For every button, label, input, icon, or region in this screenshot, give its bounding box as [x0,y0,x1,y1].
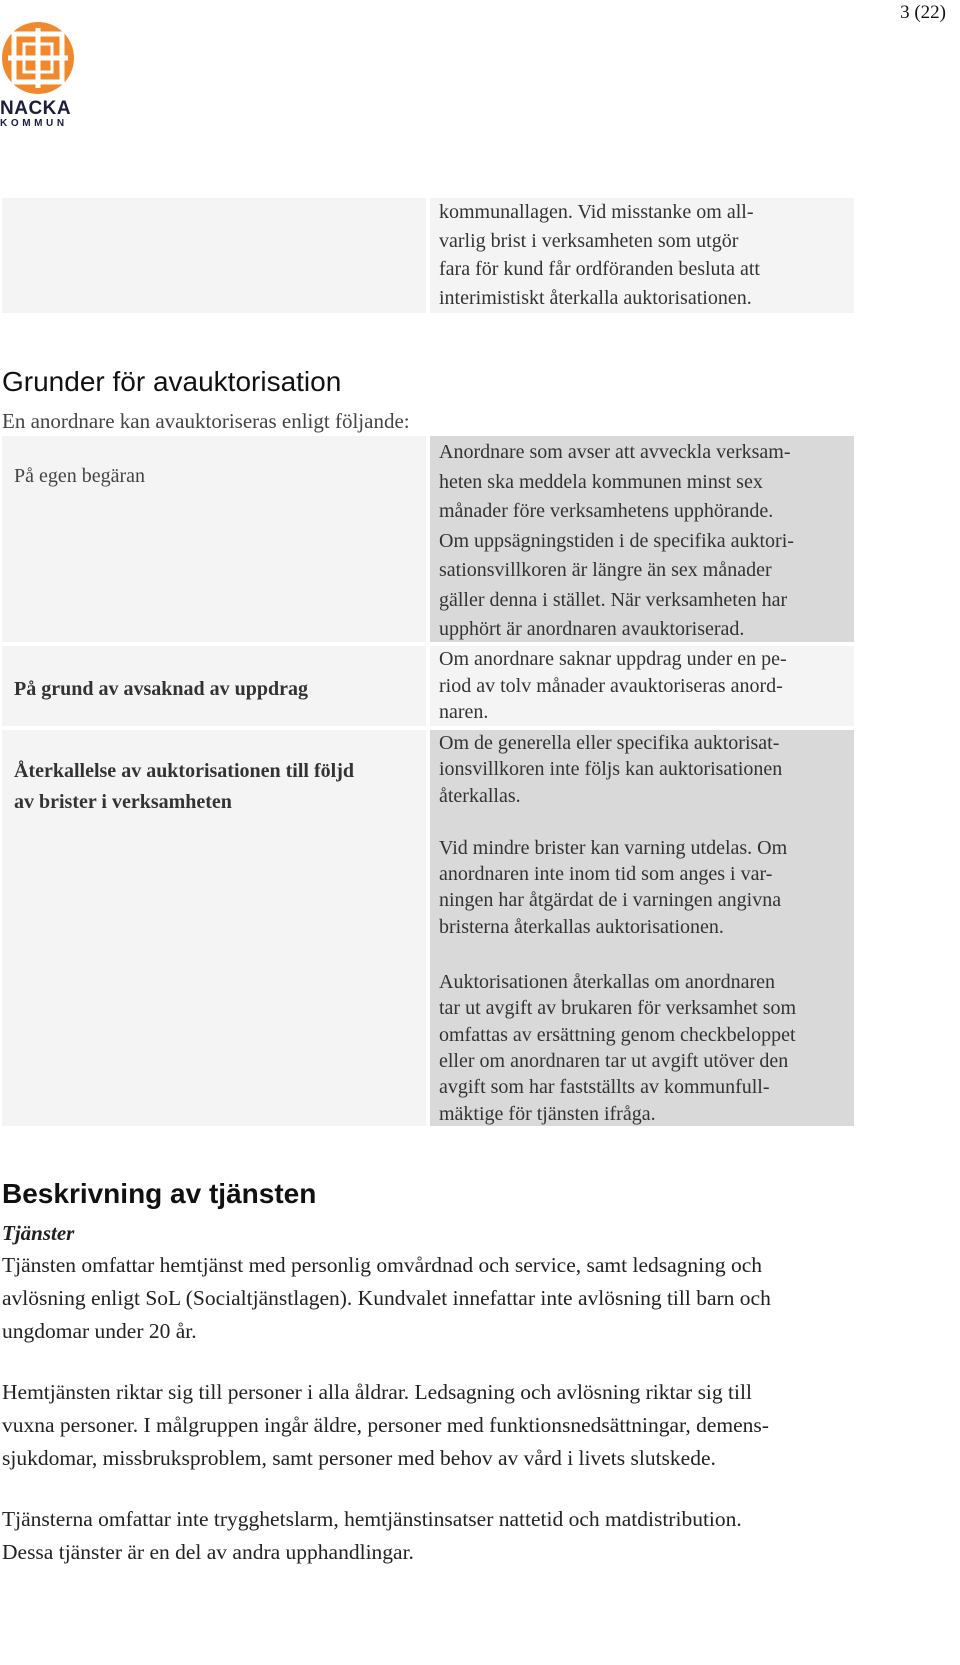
row-label-cell [2,730,426,1126]
text-line: återkallas. [439,784,521,807]
description-paragraph [439,835,854,940]
text-line: bristerna återkallas auktorisationen. [439,915,724,938]
description-paragraph [439,969,854,1127]
text-line: månader före verksamhetens upphörande. [439,500,774,522]
text-line: gäller denna i stället. När verksamheten har [439,588,788,611]
text-line: Tjänsterna omfattar inte trygghetslarm, hemtjänstinsatser nattetid och matdistribution. [2,1507,742,1531]
row-label-no-assignment: På grund av avsaknad av uppdrag [14,678,308,700]
nacka-emblem-icon [0,20,76,96]
text-line: sjukdomar, missbruksproblem, samt personer med behov av vård i livets slutskede. [2,1446,716,1470]
text-line: riod av tolv månader avauktoriseras anord- [439,674,783,697]
row-description-cell [430,646,854,726]
text-line: Auktorisationen återkallas om anordnaren [439,971,775,994]
section-heading-service: Beskrivning av tjänsten [2,1178,317,1209]
text-line: Om uppsägningstiden i de specifika auktori- [439,529,794,552]
text-line: varlig brist i verksamheten som utgör [439,229,739,252]
text-line: avlösning enligt SoL (Socialtjänstlagen). Kundvalet innefattar inte avlösning till barn och [2,1286,771,1310]
description-paragraph [439,730,854,809]
text-line: vuxna personer. I målgruppen ingår äldre, personer med funktionsnedsättningar, demens- [2,1413,769,1437]
logo-subtitle: KOMMUN [0,118,68,129]
text-line: ungdomar under 20 år. [2,1319,197,1343]
text-line: Anordnare som avser att avveckla verksam- [439,441,791,463]
text-line: fara för kund får ordföranden besluta att [439,258,760,280]
nacka-logo [0,20,80,129]
section-heading-grounds: Grunder för avauktorisation [2,366,342,397]
row-label-cell [2,436,426,642]
logo-name: NACKA [0,98,72,119]
text-line: naren. [439,701,489,723]
text-line: ningen har åtgärdat de i varningen angivna [439,889,782,912]
text-line: Tjänsten omfattar hemtjänst med personlig omvårdnad och service, samt ledsagning och [2,1253,763,1277]
text-line: Återkallelse av auktorisationen till följd [14,760,354,782]
text-line: anordnaren inte inom tid som anges i var- [439,863,773,886]
text-line: Vid mindre brister kan varning utdelas. Om [439,836,788,859]
text-line: sationsvillkoren är längre än sex månader [439,559,772,581]
text-line: mäktige för tjänsten ifråga. [439,1102,656,1125]
text-line: av brister i verksamheten [14,791,232,813]
text-line: Om de generella eller specifika auktorisat- [439,732,780,754]
text-line: interimistiskt återkalla auktorisationen. [439,286,752,309]
text-line: upphört är anordnaren avauktoriserad. [439,618,745,640]
text-line: kommunallagen. Vid misstanke om all- [439,201,754,223]
row-description-cell [430,730,854,1126]
row-label-own-request: På egen begäran [14,465,146,487]
text-line: omfattas av ersättning genom checkbeloppet [439,1023,796,1046]
text-line: avgift som har fastställts av kommunfull- [439,1076,770,1099]
top-row-right-cell [430,198,854,313]
page-number: 3 (22) [900,2,946,23]
row-label-cell [2,646,426,726]
row-description-cell [430,436,854,642]
text-line: Om anordnare saknar uppdrag under en pe- [439,648,787,670]
body-paragraph [2,1376,942,1475]
text-line: eller om anordnaren tar ut avgift utöver den [439,1049,789,1072]
text-line: ionsvillkoren inte följs kan auktorisationen [439,758,783,781]
text-line: Hemtjänsten riktar sig till personer i alla åldrar. Ledsagning och avlösning riktar sig till [2,1380,752,1404]
section-subtitle: Tjänster [2,1221,75,1245]
section-intro: En anordnare kan avauktoriseras enligt följande: [2,409,410,433]
text-line: tar ut avgift av brukaren för verksamhet som [439,997,797,1020]
body-paragraph [2,1249,942,1348]
text-line: Dessa tjänster är en del av andra upphandlingar. [2,1540,414,1564]
top-row-left-cell [2,198,426,313]
body-paragraph [2,1503,942,1569]
text-line: heten ska meddela kommunen minst sex [439,470,763,493]
row-label-revocation [14,756,354,818]
